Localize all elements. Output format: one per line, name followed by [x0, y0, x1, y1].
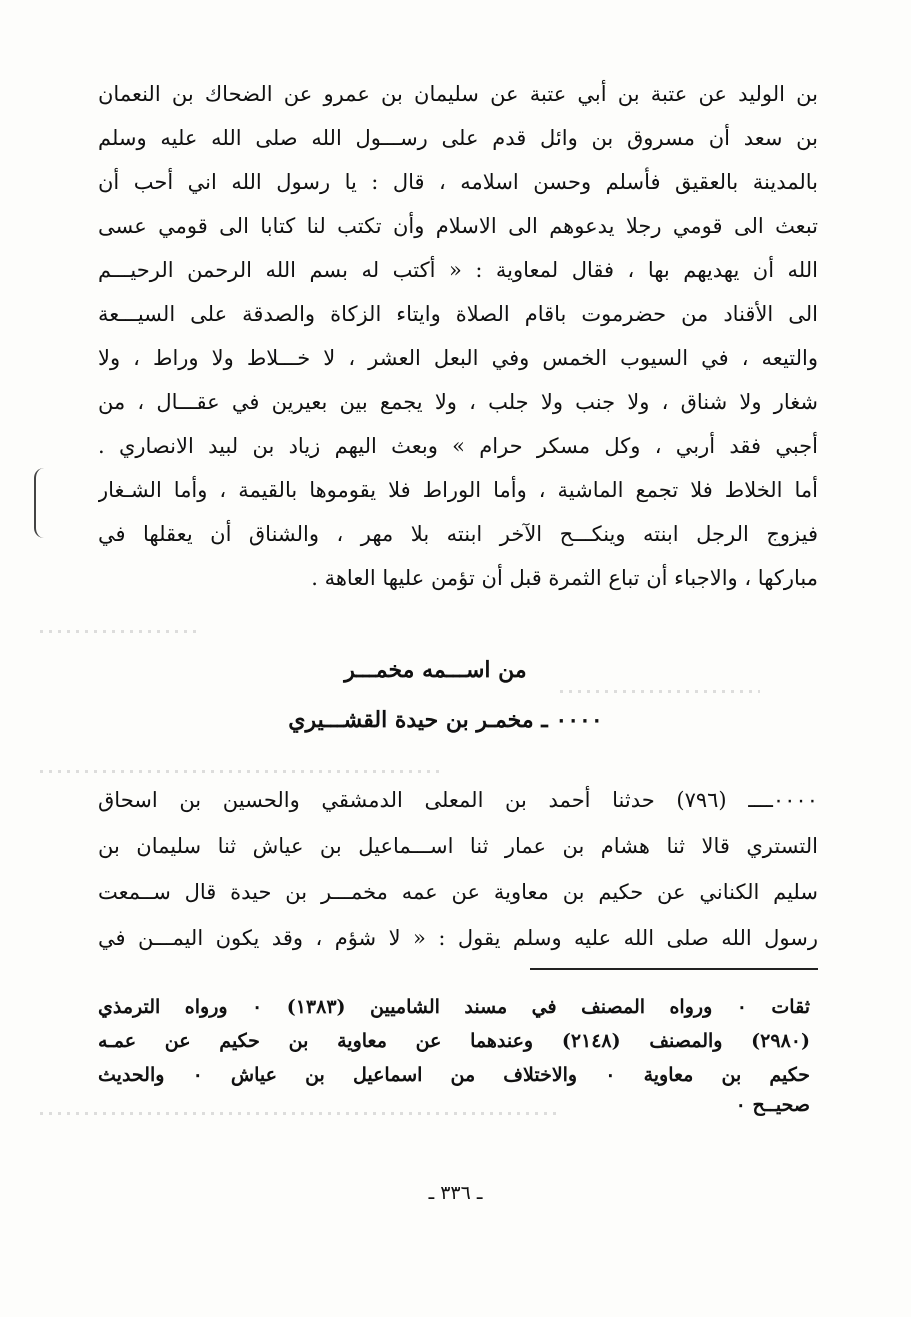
- text-line: بالمدينة بالعقيق فأسلم وحسن اسلامه ، قال : يا رسول الله اني أحب أن: [98, 170, 818, 194]
- text-line: والتيعه ، في السيوب الخمس وفي البعل العشر ، لا خـــلاط ولا وراط ، ولا: [98, 346, 818, 370]
- section-heading: من اســـمه مخمـــر: [344, 657, 527, 683]
- text-line: شغار ولا شناق ، ولا جنب ولا جلب ، ولا يجمع بين بعيرين في عقـــال ، من: [98, 390, 818, 414]
- text-line: بن سعد أن مسروق بن وائل قدم على رســـول الله صلى الله عليه وسلم: [98, 126, 818, 150]
- text-line: الى الأقناد من حضرموت باقام الصلاة وايتاء الزكاة والصدقة على السيـــعة: [98, 302, 818, 326]
- footnote-line: حكيم بن معاوية ٠ والاختلاف من اسماعيل بن عياش ٠ والحديث: [98, 1064, 810, 1086]
- margin-bracket-mark: [34, 468, 48, 538]
- footnote-line: (٢٩٨٠) والمصنف (٢١٤٨) وعندهما عن معاوية بن حكيم عن عمـه: [98, 1030, 810, 1052]
- text-line: أما الخلاط فلا تجمع الماشية ، وأما الوراط فلا يقوموها بالقيمة ، وأما الشـغار: [98, 478, 818, 502]
- text-line: مباركها ، والاجباء أن تباع الثمرة قبل أن تؤمن عليها العاهة .: [311, 566, 818, 590]
- scan-noise: [40, 630, 200, 633]
- scan-noise: [560, 690, 760, 693]
- text-line: الله أن يهديهم بها ، فقال لمعاوية : « أكتب له بسم الله الرحمن الرحيـــم: [98, 258, 818, 282]
- text-line: تبعث الى قومي رجلا يدعوهم الى الاسلام وأن تكتب لنا كتابا الى قومي عسى: [98, 214, 818, 238]
- entry-title: ٠٠٠٠ ـ مخمـر بن حيدة القشـــيري: [288, 707, 603, 733]
- text-line: ٠٠٠٠ــــ (٧٩٦) حدثنا أحمد بن المعلى الدمشقي والحسين بن اسحاق: [98, 788, 818, 812]
- text-line: سليم الكناني عن حكيم بن معاوية عن عمه مخمـــر بن حيدة قال ســمعت: [98, 880, 818, 904]
- text-line: التستري قالا ثنا هشام بن عمار ثنا اســـماعيل بن عياش ثنا سليمان بن: [98, 834, 818, 858]
- text-line: أجبي فقد أربي ، وكل مسكر حرام » وبعث اليهم زياد بن لبيد الانصاري .: [98, 434, 818, 458]
- text-line: رسول الله صلى الله عليه وسلم يقول : « لا شؤم ، وقد يكون اليمـــن في: [98, 926, 818, 950]
- footnote-line: ثقات ٠ ورواه المصنف في مسند الشاميين (١٣٨٣) ٠ ورواه الترمذي: [98, 996, 810, 1018]
- footnote-separator: [530, 968, 818, 970]
- footnote-line: صحيــح ٠: [735, 1094, 810, 1116]
- page-number: ـ ٣٣٦ ـ: [428, 1182, 483, 1204]
- scan-noise: [40, 1112, 560, 1115]
- scan-noise: [40, 770, 440, 773]
- text-line: بن الوليد عن عتبة بن أبي عتبة عن سليمان بن عمرو عن الضحاك بن النعمان: [98, 82, 818, 106]
- text-line: فيزوج الرجل ابنته وينكـــح الآخر ابنته بلا مهر ، والشناق أن يعقلها في: [98, 522, 818, 546]
